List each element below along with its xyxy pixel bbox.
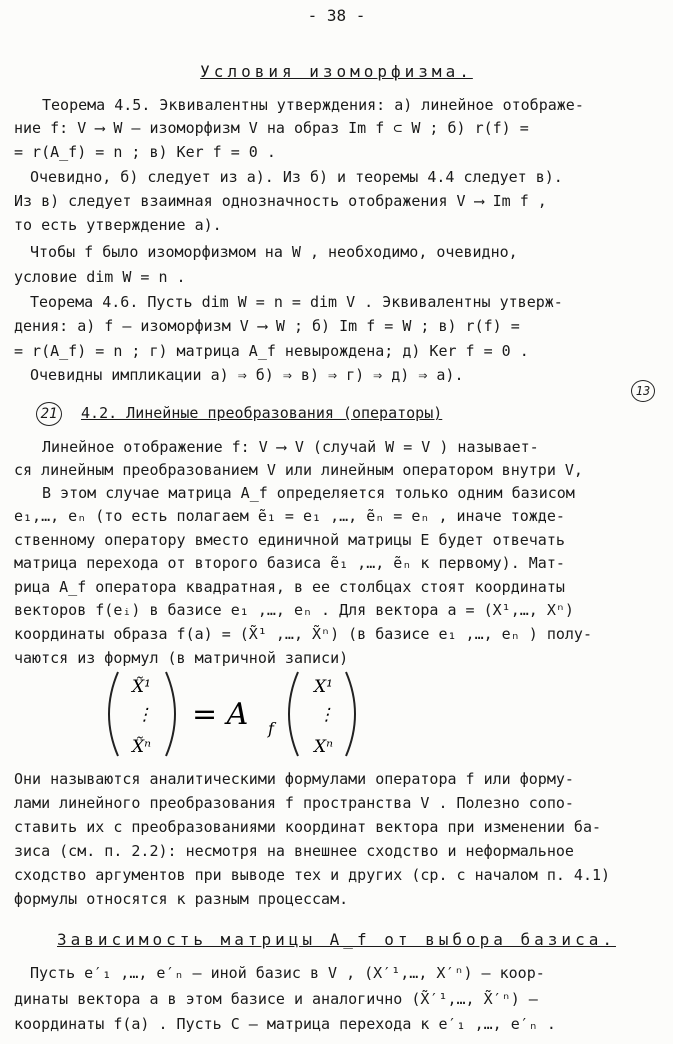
basis-change-line-2: динаты вектора a в этом базисе и аналогично (X̃′¹,…, X̃′ⁿ) – — [14, 990, 538, 1008]
right-paren-1 — [166, 672, 175, 756]
right-paren-2 — [346, 672, 355, 756]
heading-isomorphism-conditions: Условия изоморфизма. — [200, 62, 473, 81]
section-circled-mark: 21 — [36, 402, 62, 426]
analytic-formulas-line-2: лами линейного преобразования f пространства V . Полезно сопо- — [14, 794, 574, 812]
theorem-4-6-line-3: = r(A_f) = n ; г) матрица A_f невырождена; д) Ker f = 0 . — [14, 342, 529, 360]
theorem-4-6-line-2: дения: а) f – изоморфизм V ⟶ W ; б) Im f = W ; в) r(f) = — [14, 317, 520, 335]
theorem-4-5-line-3: = r(A_f) = n ; в) Ker f = 0 . — [14, 143, 276, 161]
heading-basis-dependence: Зависимость матрицы A_f от выбора базиса. — [57, 930, 616, 949]
formula-subscript-f: f — [268, 719, 274, 738]
operator-def-line-9: координаты образа f(a) = (X̃¹ ,…, X̃ⁿ) (в базисе e₁ ,…, eₙ ) полу- — [14, 625, 592, 643]
analytic-formulas-line-5: сходство аргументов при выводе тех и других (ср. с началом п. 4.1) — [14, 866, 611, 884]
matrix-formula — [0, 668, 673, 760]
formula-rhs-bottom: Xⁿ — [314, 737, 333, 757]
theorem-4-6-line-1: Теорема 4.6. Пусть dim W = n = dim V . Эквивалентны утверж- — [30, 293, 563, 311]
section-title: 4.2. Линейные преобразования (операторы) — [81, 404, 443, 422]
operator-def-line-3: В этом случае матрица A_f определяется только одним базисом — [42, 484, 575, 502]
proof-line-1: Очевидно, б) следует из а). Из б) и теоремы 4.4 следует в). — [30, 168, 563, 186]
analytic-formulas-line-3: ставить их с преобразованиями координат вектора при изменении ба- — [14, 818, 601, 836]
basis-change-line-1: Пусть e′₁ ,…, e′ₙ – иной базис в V , (X′¹,…, X′ⁿ) – коор- — [30, 964, 545, 982]
operator-def-line-6: матрица перехода от второго базиса ẽ₁ ,…, ẽₙ к первому). Мат- — [14, 554, 565, 572]
operator-def-line-5: ственному оператору вместо единичной матрицы E будет отвечать — [14, 531, 565, 549]
remark-line-2: условие dim W = n . — [14, 268, 186, 286]
proof-line-2: Из в) следует взаимная однозначность отображения V ⟶ Im f , — [14, 192, 547, 210]
formula-equals-A: = A — [192, 697, 249, 732]
analytic-formulas-line-4: зиса (см. п. 2.2): несмотря на внешнее сходство и неформальное — [14, 842, 574, 860]
remark-line-1: Чтобы f было изоморфизмом на W , необходимо, очевидно, — [30, 243, 518, 261]
theorem-4-5-line-2: ние f: V ⟶ W – изоморфизм V на образ Im f ⊂ W ; б) r(f) = — [14, 119, 529, 137]
operator-def-line-7: рица A_f оператора квадратная, в ее столбцах стоят координаты — [14, 578, 565, 596]
section-4-2-heading — [36, 402, 673, 426]
proof-line-3: то есть утверждение а). — [14, 216, 222, 234]
formula-lhs-dots: ⋮ — [136, 705, 153, 725]
formula-lhs-bottom: X̃ⁿ — [132, 737, 151, 757]
operator-def-line-1: Линейное отображение f: V ⟶ V (случай W = V ) называет- — [42, 438, 539, 456]
margin-circled-mark: 13 — [631, 380, 655, 402]
analytic-formulas-line-1: Они называются аналитическими формулами оператора f или форму- — [14, 770, 574, 788]
left-paren-1 — [109, 672, 118, 756]
analytic-formulas-line-6: формулы относятся к разным процессам. — [14, 890, 349, 908]
operator-def-line-2: ся линейным преобразованием V или линейным оператором внутри V, — [14, 461, 583, 479]
operator-def-line-4: e₁,…, eₙ (то есть полагаем ẽ₁ = e₁ ,…, ẽₙ = eₙ , иначе тожде- — [14, 507, 565, 525]
page-number: - 38 - — [307, 6, 366, 25]
left-paren-2 — [289, 672, 298, 756]
implications-line: Очевидны импликации а) ⇒ б) ⇒ в) ⇒ г) ⇒ д) ⇒ а). — [30, 366, 464, 384]
theorem-4-5-line-1: Теорема 4.5. Эквивалентны утверждения: а) линейное отображе- — [42, 96, 584, 114]
formula-lhs-top: X̃¹ — [132, 677, 151, 697]
basis-change-line-3: координаты f(a) . Пусть C – матрица перехода к e′₁ ,…, e′ₙ . — [14, 1015, 556, 1033]
operator-def-line-10: чаются из формул (в матричной записи) — [14, 649, 349, 667]
operator-def-line-8: векторов f(eᵢ) в базисе e₁ ,…, eₙ . Для вектора a = (X¹,…, Xⁿ) — [14, 601, 574, 619]
formula-rhs-top: X¹ — [314, 677, 333, 697]
formula-rhs-dots: ⋮ — [318, 705, 335, 725]
